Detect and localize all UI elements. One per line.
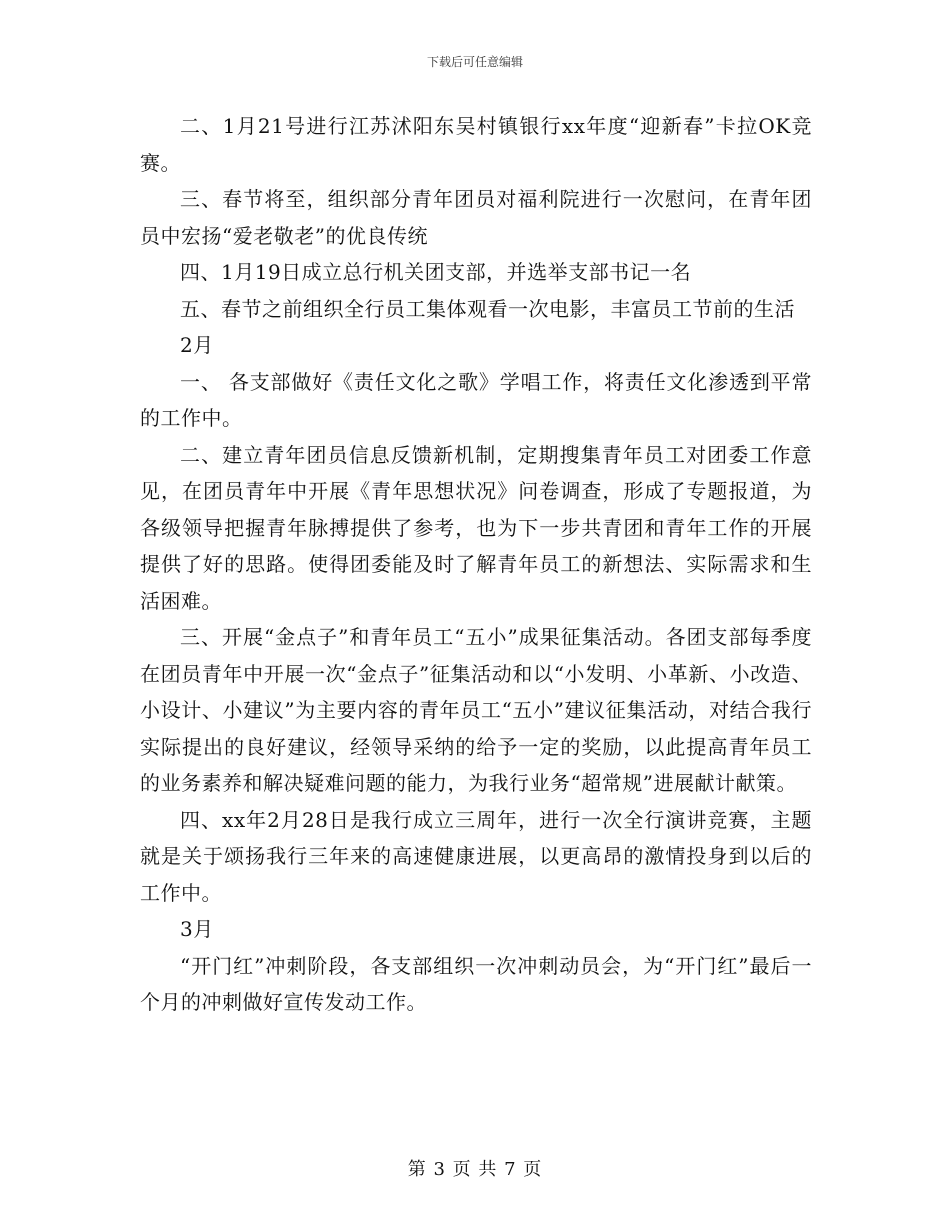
paragraph-jan-item-3: 三、春节将至，组织部分青年团员对福利院进行一次慰问，在青年团员中宏扬“爱老敬老”的优良传统 bbox=[140, 187, 812, 248]
paragraph-jan-item-5: 五、春节之前组织全行员工集体观看一次电影，丰富员工节前的生活 bbox=[180, 296, 795, 321]
paragraph-jan-item-4: 四、1月19日成立总行机关团支部，并选举支部书记一名 bbox=[180, 260, 692, 284]
paragraph-feb-item-4: 四、xx年2月28日是我行成立三周年，进行一次全行演讲竞赛，主题就是关于颂扬我行三年来的高速健康进展，以更高昂的激情投身到以后的工作中。 bbox=[140, 807, 812, 905]
document-body bbox=[140, 108, 812, 1021]
paragraph-jan-item-2: 二、1月21号进行江苏沭阳东吴村镇银行xx年度“迎新春”卡拉OK竞赛。 bbox=[140, 114, 812, 175]
page-header: 下载后可任意编辑 bbox=[426, 55, 523, 69]
paragraph-feb-item-3: 三、开展“金点子”和青年员工“五小”成果征集活动。各团支部每季度在团员青年中开展一次“金点子”征集活动和以“小发明、小革新、小改造、小设计、小建议”为主要内容的青年员工“五小”建议征集活动，对结合我行实际提出的良好建议，经领导采纳的给予一定的奖励，以此提高青年员工的业务素养和解决疑难问题的能力，为我行业务“超常规”进展献计献策。 bbox=[140, 625, 812, 795]
section-heading-february: 2月 bbox=[180, 333, 214, 357]
paragraph-feb-item-2: 二、建立青年团员信息反馈新机制，定期搜集青年员工对团委工作意见，在团员青年中开展《青年思想状况》问卷调查，形成了专题报道，为各级领导把握青年脉搏提供了参考，也为下一步共青团和青年工作的开展提供了好的思路。使得团委能及时了解青年员工的新想法、实际需求和生活困难。 bbox=[140, 442, 812, 613]
paragraph-feb-item-1: 一、 各支部做好《责任文化之歌》学唱工作，将责任文化渗透到平常的工作中。 bbox=[140, 369, 812, 430]
paragraph-march-item-1: “开门红”冲刺阶段，各支部组织一次冲刺动员会，为“开门红”最后一个月的冲刺做好宣传发动工作。 bbox=[140, 953, 812, 1014]
page-number-footer: 第 3 页 共 7 页 bbox=[407, 1159, 543, 1180]
section-heading-march: 3月 bbox=[180, 917, 214, 941]
